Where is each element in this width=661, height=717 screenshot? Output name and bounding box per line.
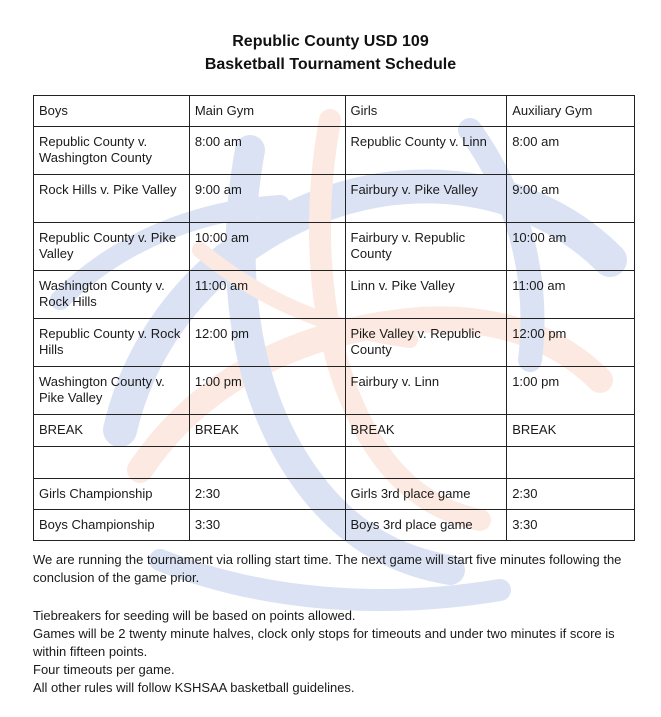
main-gym-time: 10:00 am bbox=[189, 223, 345, 271]
break-cell: BREAK bbox=[189, 415, 345, 447]
blank-cell bbox=[507, 447, 635, 479]
table-row bbox=[34, 175, 635, 223]
boys-game: Washington County v. Pike Valley bbox=[34, 367, 190, 415]
auxiliary-gym-time: 8:00 am bbox=[507, 127, 635, 175]
boys-game: Republic County v. Pike Valley bbox=[34, 223, 190, 271]
blank-cell bbox=[345, 447, 507, 479]
break-cell: BREAK bbox=[345, 415, 507, 447]
girls-game: Fairbury v. Republic County bbox=[345, 223, 507, 271]
girls-game: Republic County v. Linn bbox=[345, 127, 507, 175]
rules-notes bbox=[33, 607, 633, 697]
girls-game: Boys 3rd place game bbox=[345, 510, 507, 541]
title-line-1: Republic County USD 109 bbox=[232, 33, 429, 50]
table-row bbox=[34, 319, 635, 367]
boys-game: Washington County v. Rock Hills bbox=[34, 271, 190, 319]
schedule-table bbox=[33, 95, 635, 541]
boys-game: Republic County v. Rock Hills bbox=[34, 319, 190, 367]
girls-game: Fairbury v. Linn bbox=[345, 367, 507, 415]
auxiliary-gym-time: 11:00 am bbox=[507, 271, 635, 319]
break-cell: BREAK bbox=[34, 415, 190, 447]
girls-game: Girls 3rd place game bbox=[345, 479, 507, 510]
header-girls: Girls bbox=[345, 96, 507, 127]
boys-game: Girls Championship bbox=[34, 479, 190, 510]
table-row bbox=[34, 127, 635, 175]
header-boys: Boys bbox=[34, 96, 190, 127]
halves-text: Games will be 2 twenty minute halves, clock only stops for timeouts and under two minutes if score is within fifteen points. bbox=[33, 626, 615, 659]
blank-cell bbox=[34, 447, 190, 479]
auxiliary-gym-time: 9:00 am bbox=[507, 175, 635, 223]
girls-game: Linn v. Pike Valley bbox=[345, 271, 507, 319]
rolling-start-text: We are running the tournament via rolling start time. The next game will start five minutes following the conclusion of the game prior. bbox=[33, 552, 622, 585]
main-gym-time: 8:00 am bbox=[189, 127, 345, 175]
table-row bbox=[34, 367, 635, 415]
table-row bbox=[34, 510, 635, 541]
auxiliary-gym-time: 10:00 am bbox=[507, 223, 635, 271]
table-row bbox=[34, 223, 635, 271]
girls-game: Pike Valley v. Republic County bbox=[345, 319, 507, 367]
auxiliary-gym-time: 12:00 pm bbox=[507, 319, 635, 367]
table-row bbox=[34, 271, 635, 319]
main-gym-time: 9:00 am bbox=[189, 175, 345, 223]
header-auxiliary-gym: Auxiliary Gym bbox=[507, 96, 635, 127]
timeouts-text: Four timeouts per game. bbox=[33, 662, 175, 677]
main-gym-time: 3:30 bbox=[189, 510, 345, 541]
break-cell: BREAK bbox=[507, 415, 635, 447]
auxiliary-gym-time: 2:30 bbox=[507, 479, 635, 510]
blank-cell bbox=[189, 447, 345, 479]
main-gym-time: 2:30 bbox=[189, 479, 345, 510]
girls-game: Fairbury v. Pike Valley bbox=[345, 175, 507, 223]
boys-game: Rock Hills v. Pike Valley bbox=[34, 175, 190, 223]
break-row bbox=[34, 415, 635, 447]
tiebreakers-text: Tiebreakers for seeding will be based on points allowed. bbox=[33, 608, 356, 623]
rules-text: All other rules will follow KSHSAA basketball guidelines. bbox=[33, 680, 355, 695]
header-main-gym: Main Gym bbox=[189, 96, 345, 127]
auxiliary-gym-time: 3:30 bbox=[507, 510, 635, 541]
boys-game: Boys Championship bbox=[34, 510, 190, 541]
main-gym-time: 1:00 pm bbox=[189, 367, 345, 415]
blank-row bbox=[34, 447, 635, 479]
boys-game: Republic County v. Washington County bbox=[34, 127, 190, 175]
title-line-2: Basketball Tournament Schedule bbox=[204, 56, 457, 73]
table-header-row bbox=[34, 96, 635, 127]
main-gym-time: 11:00 am bbox=[189, 271, 345, 319]
document-title bbox=[0, 30, 661, 76]
rolling-start-note bbox=[33, 551, 633, 587]
auxiliary-gym-time: 1:00 pm bbox=[507, 367, 635, 415]
table-row bbox=[34, 479, 635, 510]
main-gym-time: 12:00 pm bbox=[189, 319, 345, 367]
